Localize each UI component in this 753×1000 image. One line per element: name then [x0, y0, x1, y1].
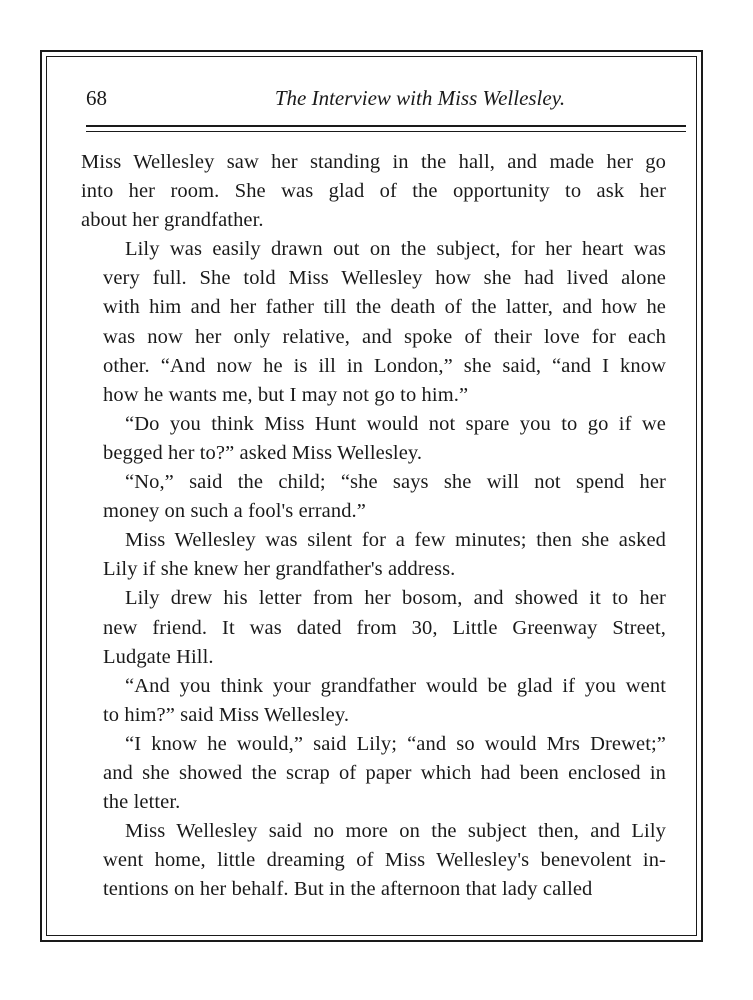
- text-line: very full. She told Miss Wellesley how she had lived alone: [103, 267, 666, 290]
- text-line: with him and her father till the death of the latter, and how he: [103, 296, 666, 319]
- text-line: Lily if she knew her grandfather's address.: [103, 558, 456, 581]
- paragraph: [81, 526, 666, 584]
- text-line: how he wants me, but I may not go to him.”: [103, 383, 469, 406]
- text-line: tentions on her behalf. But in the afternoon that lady called: [103, 878, 593, 901]
- body-text: [81, 148, 666, 904]
- text-line: Lily was easily drawn out on the subject, for her heart was: [125, 238, 666, 261]
- paragraph: [81, 730, 666, 817]
- text-line: “And you think your grandfather would be glad if you went: [125, 674, 666, 697]
- paragraph: [81, 410, 666, 468]
- paragraph: [81, 468, 666, 526]
- text-line: was now her only relative, and spoke of their love for each: [103, 325, 666, 348]
- text-line: Miss Wellesley saw her standing in the hall, and made her go: [81, 151, 666, 173]
- paragraph: [81, 148, 666, 235]
- header-rule: [86, 125, 686, 127]
- text-line: money on such a fool's errand.”: [103, 500, 366, 523]
- text-line: begged her to?” asked Miss Wellesley.: [103, 441, 423, 464]
- text-line: about her grandfather.: [81, 209, 264, 232]
- page-header: [80, 84, 670, 114]
- paragraph: [81, 817, 666, 904]
- text-line: the letter.: [103, 791, 181, 814]
- header-rule-thin: [86, 131, 686, 132]
- running-title: The Interview with Miss Wellesley.: [274, 86, 566, 110]
- text-line: to him?” said Miss Wellesley.: [103, 703, 350, 726]
- text-line: went home, little dreaming of Miss Wellesley's benevolent in-: [103, 849, 666, 872]
- text-line: “Do you think Miss Hunt would not spare you to go if we: [125, 412, 666, 435]
- text-line: “I know he would,” said Lily; “and so would Mrs Drewet;”: [125, 732, 666, 755]
- text-line: Miss Wellesley said no more on the subject then, and Lily: [125, 820, 666, 843]
- text-line: and she showed the scrap of paper which had been enclosed in: [103, 761, 666, 784]
- paragraph: [81, 235, 666, 410]
- text-line: Ludgate Hill.: [103, 645, 214, 668]
- text-line: Miss Wellesley was silent for a few minutes; then she asked: [125, 529, 666, 552]
- paragraph: [81, 584, 666, 671]
- paragraph: [81, 672, 666, 730]
- text-line: new friend. It was dated from 30, Little Greenway Street,: [103, 616, 666, 639]
- text-line: “No,” said the child; “she says she will not spend her: [125, 471, 666, 494]
- text-line: other. “And now he is ill in London,” she said, “and I know: [103, 354, 666, 377]
- text-line: into her room. She was glad of the opportunity to ask her: [81, 180, 666, 203]
- text-line: Lily drew his letter from her bosom, and showed it to her: [125, 587, 666, 610]
- page-number: 68: [86, 86, 107, 110]
